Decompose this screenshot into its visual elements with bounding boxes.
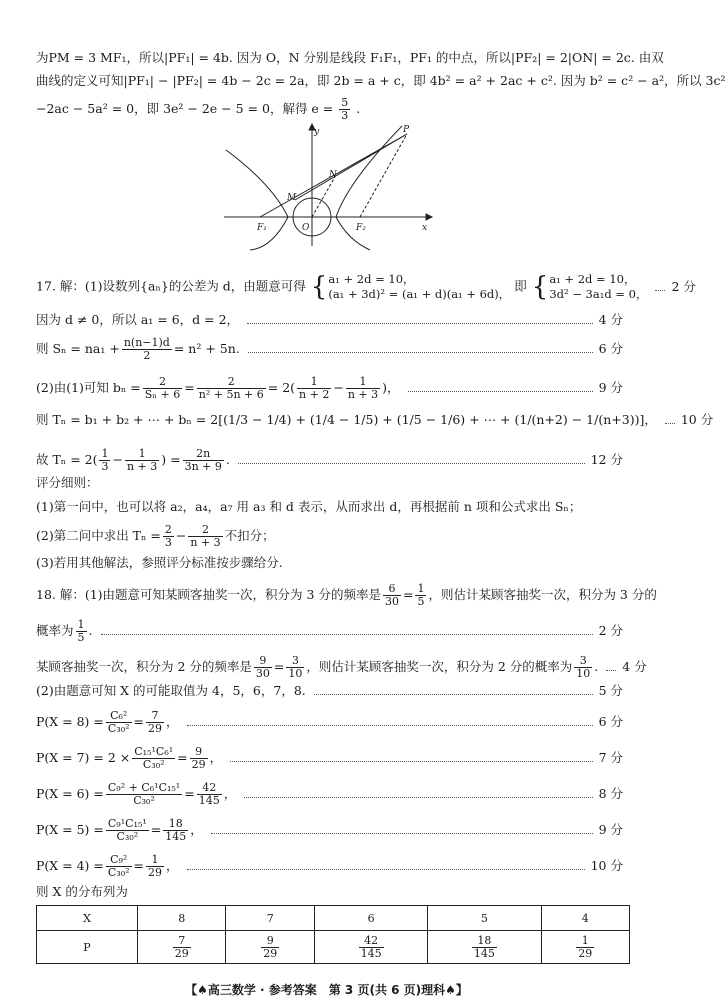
q18-line-1: 18. 解：(1)由题意可知某顾客抽奖一次，积分为 3 分的频率是 $\frac{6}{30}$ = $\frac{1}{5}$ ，则估计某顾客抽奖一次，积分为 3 分的 [36, 582, 657, 608]
q17-system-2: a₁ + 2d = 10， 3d² − 3a₁d = 0， [549, 272, 648, 301]
table-cell: $\frac{7}{29}$ [138, 931, 226, 964]
spade-icon: ♠ [445, 983, 456, 997]
prob-x8: P(X = 8) = $\frac{\text{C₆²}}{\text{C₃₀²}}$ = $\frac{7}{29}$ ， 6 分 [36, 709, 623, 735]
x-axis-arrow [426, 214, 432, 220]
q18-line-3: 某顾客抽奖一次，积分为 2 分的频率是 $\frac{9}{30}$ = $\frac{3}{10}$ ，则估计某顾客抽奖一次，积分为 2 分的概率为 $\frac{3}{10}$ . 4 分 [36, 654, 647, 680]
table-cell: 8 [138, 906, 226, 931]
table-row-x [37, 906, 630, 931]
prob-x7: P(X = 7) = 2 × $\frac{\text{C₁₅¹C₆¹}}{\text{C₃₀²}}$ = $\frac{9}{29}$ ， 7 分 [36, 745, 623, 771]
rubric-1: (1)第一问中，也可以将 a₂，a₄，a₇ 用 a₃ 和 d 表示，从而求出 d，再根据前 n 项和公式求出 Sₙ； [36, 499, 582, 514]
label-f2: F₂ [356, 223, 366, 233]
rubric-title: 评分细则： [36, 475, 99, 490]
table-row-p [37, 931, 630, 964]
q17-system-1: a₁ + 2d = 10， (a₁ + 3d)² = (a₁ + d)(a₁ + 6d)， [328, 272, 511, 301]
label-y: y [314, 127, 320, 137]
label-n: N [329, 170, 337, 180]
label-o: O [302, 223, 310, 233]
hyperbola-left-branch [226, 150, 288, 250]
intro-line-3: −2ac − 5a² = 0，即 3e² − 2e − 5 = 0，解得 e = $\frac{5}{3}$ . [36, 96, 361, 122]
score-2: 2 分 [671, 278, 696, 294]
q17-line-6: 故 Tₙ = 2( $\frac{1}{3}$ − $\frac{1}{n + 3}$ ) = $\frac{2n}{3n + 9}$ . 12 分 [36, 447, 623, 473]
q17-line-2: 因为 d ≠ 0，所以 a₁ = 6，d = 2， 4 分 [36, 312, 623, 327]
label-m: M [287, 193, 297, 203]
page-footer: 【♠高三数学 · 参考答案 第 3 页(共 6 页)理科♠】 [185, 983, 468, 997]
q17-line-4: (2)由(1)可知 bₙ = $\frac{2}{\text{Sₙ + 6}}$ = $\frac{2}{\text{n² + 5n + 6}}$ = 2( $\frac{1}{n + 2}$ − $\frac{1}{n + 3}$ )， 9 分 [36, 375, 623, 401]
rubric-2: (2)第二问中求出 Tₙ = $\frac{2}{3}$ − $\frac{2}{n + 3}$ 不扣分； [36, 523, 275, 549]
distribution-table [36, 905, 630, 964]
eccentricity-fraction: $\frac{5}{3}$ [341, 96, 349, 122]
table-intro: 则 X 的分布列为 [36, 884, 128, 899]
intro-line-2: 曲线的定义可知|PF₁| − |PF₂| = 4b − 2c = 2a，即 2b = a + c，即 4b² = a² + 2ac + c². 因为 b² = c² − a²，所以 3c² [36, 73, 726, 88]
table-header-p: P [37, 931, 138, 964]
prob-x5: P(X = 5) = $\frac{\text{C₉¹C₁₅¹}}{\text{C₃₀²}}$ = $\frac{18}{145}$ ， 9 分 [36, 817, 623, 843]
hyperbola-figure [220, 122, 438, 250]
q18-line-2: 概率为 $\frac{1}{5}$ . 2 分 [36, 618, 623, 644]
table-cell: $\frac{18}{145}$ [428, 931, 541, 964]
q18-line-4: (2)由题意可知 X 的可能取值为 4，5，6，7，8. 5 分 [36, 683, 623, 698]
intro-line-1: 为PM = 3 MF₁，所以|PF₁| = 4b. 因为 O，N 分别是线段 F₁F₁，PF₁ 的中点，所以|PF₂| = 2|ON| = 2c. 由双 [36, 50, 664, 65]
table-cell: 4 [541, 906, 630, 931]
table-cell: 6 [314, 906, 427, 931]
table-cell: 7 [226, 906, 314, 931]
table-cell: 5 [428, 906, 541, 931]
q17-line-3: 则 Sₙ = na₁ + $\frac{n(n-1)d}{2}$ = n² + 5n. 6 分 [36, 336, 623, 362]
intro-line-3-text: −2ac − 5a² = 0，即 3e² − 2e − 5 = 0，解得 e = [36, 101, 334, 116]
table-cell: $\frac{42}{145}$ [314, 931, 427, 964]
table-cell: $\frac{9}{29}$ [226, 931, 314, 964]
label-x: x [422, 223, 428, 233]
hyperbola-right-branch [336, 126, 402, 250]
table-cell: $\frac{1}{29}$ [541, 931, 630, 964]
rubric-3: (3)若用其他解法，参照评分标准按步骤给分. [36, 555, 283, 570]
q17-line-5: 则 Tₙ = b₁ + b₂ + ⋯ + bₙ = 2[(1/3 − 1/4) + (1/4 − 1/5) + (1/5 − 1/6) + ⋯ + (1/(n+2) − 1/(n+3))]， 10 分 [36, 412, 714, 427]
label-p: P [403, 125, 410, 135]
prob-x4: P(X = 4) = $\frac{\text{C₉²}}{\text{C₃₀²}}$ = $\frac{1}{29}$ ， 10 分 [36, 853, 623, 879]
prob-x6: P(X = 6) = $\frac{\text{C₉² + C₆¹C₁₅¹}}{\text{C₃₀²}}$ = $\frac{42}{145}$ ， 8 分 [36, 781, 623, 807]
spade-icon: ♠ [197, 983, 208, 997]
table-header-x: X [37, 906, 138, 931]
q17-line-1: 17. 解：(1)设数列{aₙ}的公差为 d，由题意可得 { a₁ + 2d = 10， (a₁ + 3d)² = (a₁ + d)(a₁ + 6d)， 即 { a₁ + 2d = 10， 3d² − 3a₁d = 0， 2 分 [36, 272, 696, 302]
label-f1: F₁ [257, 223, 267, 233]
